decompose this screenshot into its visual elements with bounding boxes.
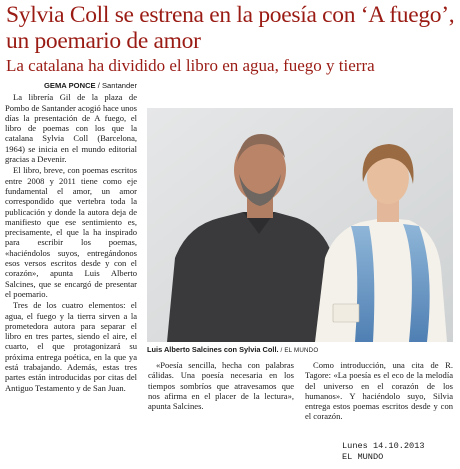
newspaper-name: EL MUNDO [342,452,384,462]
caption-text: Luis Alberto Salcines con Sylvia Coll. [147,345,279,354]
subheadline: La catalana ha dividido el libro en agua, fuego y tierra [6,56,375,75]
issue-footer [342,441,454,463]
photo-caption [147,345,453,356]
news-photo-illustration [147,108,453,342]
article-column-right [305,360,453,422]
issue-date: Lunes 14.10.2013 [342,441,425,451]
paragraph-3: Tres de los cuatro elementos: el agua, el fuego y la tierra sirven a la prometedora autora para separar el libro en tres partes, siendo el aire, el cuarto, el que protagonizará su próxima entrega poética, en la que ya está trabajando. Además, estas tres partes están introducidas por citas del Antiguo Testamento y de San Juan. [5,300,137,393]
headline: Sylvia Coll se estrena en la poesía con ‘A fuego’, un poemario de amor [6,2,455,54]
article-column-middle [148,360,294,411]
byline-place: / Santander [95,81,137,90]
paragraph-4: «Poesía sencilla, hecha con palabras cálidas. Una poesía necesaria en los tiempos sombríos que atravesamos que nos afirma en el placer de la lectura», apunta Salcines. [148,360,294,412]
byline [5,81,137,91]
paragraph-1: La librería Gil de la plaza de Pombo de Santander acogió hace unos días la presentación de A fuego, el libro de poemas con los que la catalana Sylvia Coll (Barcelona, 1964) se inicia en el mundo editorial gracias a Devenir. [5,92,137,165]
news-photo [147,108,453,342]
article-column-left [5,81,137,393]
paragraph-2: El libro, breve, con poemas escritos entre 2008 y 2011 tiene como eje fundamental el amor, un amor correspondido que vertebra toda la publicación y donde la autora deja de manifiesto que ese sentimiento es, precisamente, el que la ha inspirado para escribir los poemas, «haciéndolos suyos, entregándonos esos versos escritos desde y con el corazón», apunta Luis Alberto Salcines, que se encargó de presentar el poemario. [5,165,137,299]
byline-author: GEMA PONCE [44,81,96,90]
paragraph-5: Como introducción, una cita de R. Tagore: «La poesía es el eco de la melodía del universo en el corazón de los humanos». Y haciéndolo suyo, Silvia entrega estos poemas escritos desde y con el corazón. [305,360,453,422]
caption-credit: / EL MUNDO [278,347,319,354]
